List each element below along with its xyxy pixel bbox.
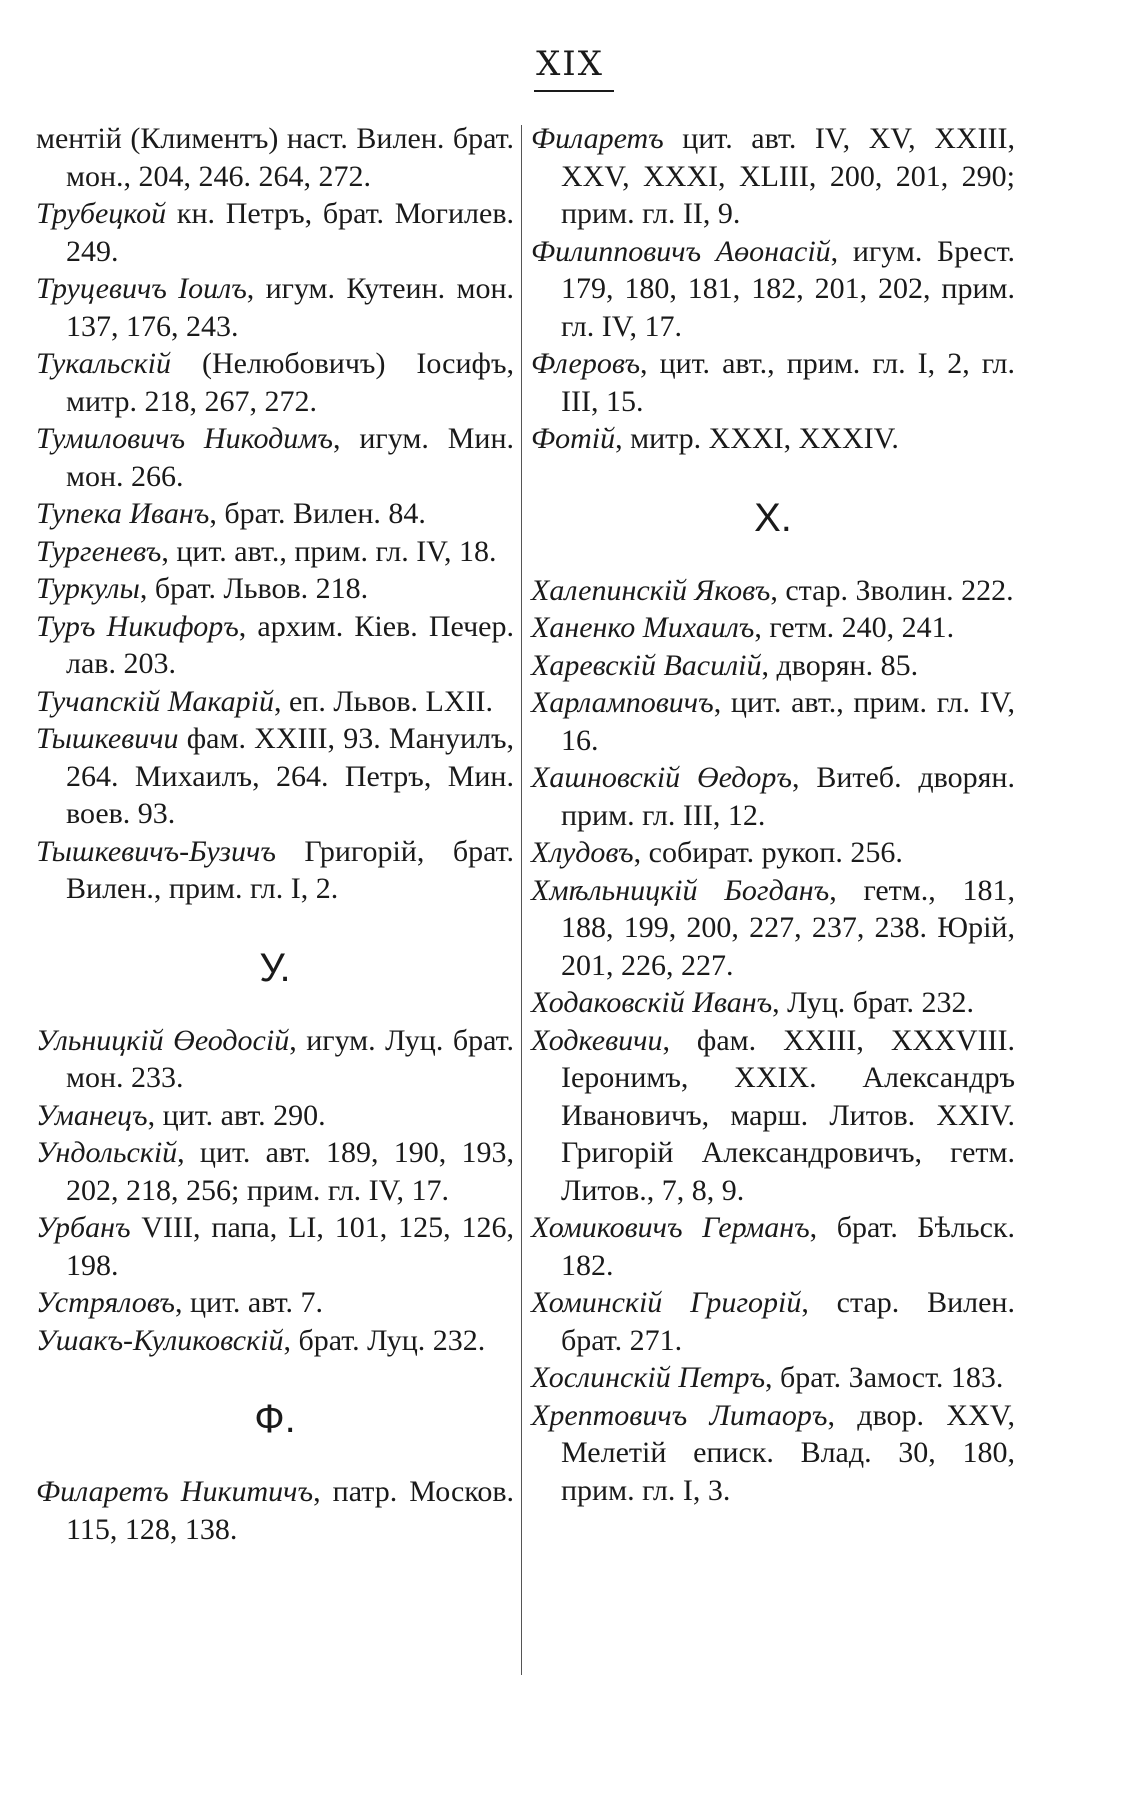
entry-text: , фам. XXIII, XXXVIII. Іеронимъ, XXIX. Александръ Ивановичъ, марш. Литов. XXIV. Григорій Александровичъ, гетм. Литов., 7, 8, 9. [561, 1023, 1015, 1207]
entry-text: ментій (Климентъ) наст. Вилен. брат. мон., 204, 246. 264, 272. [36, 122, 514, 193]
index-entry [36, 1473, 514, 1548]
entry-name: Устряловъ [36, 1286, 175, 1319]
entry-text: , брат. Луц. 232. [283, 1323, 486, 1357]
index-entry [36, 1322, 514, 1360]
index-entry [531, 1022, 1015, 1210]
index-entry [531, 1359, 1015, 1397]
entry-text: (Нелюбовичъ) Іосифъ, митр. 218, 267, 272. [66, 347, 514, 418]
column-divider [521, 125, 522, 1675]
index-entry [531, 420, 1015, 458]
index-entry [531, 1397, 1015, 1510]
entry-name: Труцевичъ Іоилъ [36, 272, 247, 305]
index-entry [531, 572, 1015, 610]
entry-text: , стар. Вилен. брат. 271. [561, 1286, 1015, 1357]
entry-name: Тучапскій Макарій [36, 684, 274, 718]
entry-text: , брат. Львов. 218. [139, 572, 369, 605]
entry-text: , цит. авт. 189, 190, 193, 202, 218, 256; прим. гл. IV, 17. [66, 1136, 514, 1207]
index-entry [36, 570, 514, 608]
index-entry [36, 195, 514, 270]
entry-text: , собират. рукоп. 256. [633, 836, 903, 869]
entry-text: , цит. авт. 7. [174, 1286, 324, 1319]
entry-name: Тумиловичъ Никодимъ [36, 422, 333, 455]
left-column [36, 120, 514, 1548]
entry-name: Харевскій Василій [531, 648, 762, 682]
index-entry [36, 420, 514, 495]
entry-text: , еп. Львов. LXII. [273, 684, 493, 718]
index-entry [36, 270, 514, 345]
right-column [531, 120, 1015, 1509]
entry-text: , игум. Мин. мон. 266. [66, 422, 514, 493]
entry-name: Ульницкій Өеодосій [36, 1023, 290, 1057]
entry-name: Трубецкой [36, 197, 167, 230]
entry-name: Ходаковскій Иванъ [531, 986, 773, 1019]
index-entry [36, 1134, 514, 1209]
index-entry [36, 345, 514, 420]
entry-name: Тупека Иванъ [36, 497, 210, 530]
entry-name: Уманецъ [36, 1098, 148, 1132]
entry-text: , брат. Замост. 183. [765, 1361, 1004, 1394]
entry-text: VIII, папа, LI, 101, 125, 126, 198. [66, 1211, 514, 1282]
entry-text: , патр. Москов. 115, 128, 138. [66, 1475, 514, 1546]
entry-name: Тышкевичъ-Бузичъ [36, 834, 276, 868]
entry-list-u [36, 1022, 514, 1360]
entry-name: Тышкевичи [36, 722, 179, 755]
entry-text: , игум. Брест. 179, 180, 181, 182, 201, 202, прим. гл. IV, 17. [561, 234, 1015, 343]
entry-text: фам. XXIII, 93. Мануилъ, 264. Михаилъ, 264. Петръ, Мин. воев. 93. [66, 722, 514, 830]
entry-name: Флеровъ [531, 347, 641, 380]
entry-name: Филаретъ [531, 122, 664, 155]
entry-list-h [531, 572, 1015, 1510]
index-entry [36, 1209, 514, 1284]
entry-name: Ходкевичи [531, 1023, 663, 1057]
entry-text: , цит. авт., прим. гл. IV, 18. [161, 534, 497, 568]
entry-name: Тургеневъ [36, 534, 162, 568]
entry-text: , игум. Луц. брат. мон. 233. [66, 1023, 514, 1094]
page-number-rule [534, 90, 614, 92]
entry-name: Туръ Никифоръ [36, 609, 239, 643]
entry-name: Халепинскій Яковъ [531, 573, 771, 607]
index-entry [36, 533, 514, 571]
section-heading-f: Ф. [254, 1397, 296, 1441]
entry-name: Урбанъ [36, 1211, 131, 1244]
index-entry [531, 872, 1015, 985]
entry-text: кн. Петръ, брат. Могилев. 249. [66, 197, 514, 268]
entry-name: Ундольскій [36, 1136, 178, 1169]
entry-name: Хмѣльницкій Богданъ [531, 873, 830, 907]
index-entry [531, 759, 1015, 834]
index-entry [36, 120, 514, 195]
entry-name: Тукальскій [36, 347, 171, 380]
entry-name: Хомиковичъ Германъ [531, 1211, 810, 1244]
index-entry [531, 233, 1015, 346]
entry-text: , цит. авт., прим. гл. I, 2, гл. III, 15. [561, 347, 1015, 418]
entry-text: , гетм. 240, 241. [754, 611, 955, 644]
entry-text: , Витеб. дворян. прим. гл. III, 12. [561, 761, 1015, 832]
index-entry [531, 834, 1015, 872]
entry-text: цит. авт. IV, XV, XXIII, XXV, XXXI, XLIII, 200, 201, 290; прим. гл. II, 9. [561, 122, 1015, 230]
entry-name: Филипповичъ Аөонасій [531, 234, 831, 268]
index-entry [36, 683, 514, 721]
entry-name: Хослинскій Петръ [531, 1361, 766, 1394]
index-entry [531, 647, 1015, 685]
index-entry [36, 1284, 514, 1322]
entry-name: Хрептовичъ Литаоръ [531, 1398, 828, 1432]
entry-text: , цит. авт. 290. [147, 1098, 326, 1132]
entry-list-f-cont [531, 120, 1015, 458]
entry-text: , брат. Бѣльск. 182. [561, 1211, 1015, 1282]
entry-text: , цит. авт., прим. гл. IV, 16. [561, 686, 1015, 757]
entry-name: Хоминскій Григорій [531, 1286, 802, 1319]
entry-name: Фотій [531, 422, 616, 455]
index-entry [531, 1209, 1015, 1284]
index-entry [36, 720, 514, 833]
index-entry [531, 609, 1015, 647]
entry-name: Хлудовъ [531, 836, 634, 869]
entry-name: Хашновскій Өедоръ [531, 761, 792, 794]
index-entry [531, 684, 1015, 759]
entry-list-f [36, 1473, 514, 1548]
page-number: XIX [536, 44, 604, 84]
entry-name: Туркулы [36, 572, 140, 605]
index-entry [531, 1284, 1015, 1359]
index-entry [531, 120, 1015, 233]
index-entry [36, 1022, 514, 1097]
section-heading-h: Х. [754, 495, 792, 540]
index-entry [36, 1097, 514, 1135]
index-entry [36, 608, 514, 683]
entry-name: Ушакъ-Куликовскій [36, 1323, 284, 1357]
entry-text: , игум. Кутеин. мон. 137, 176, 243. [66, 272, 514, 343]
entry-text: , Луц. брат. 232. [772, 986, 974, 1019]
entry-text: , дворян. 85. [761, 648, 919, 682]
entry-text: , стар. Зволин. 222. [770, 573, 1014, 607]
entry-text: Григорій, брат. Вилен., прим. гл. I, 2. [66, 834, 514, 905]
index-entry [531, 984, 1015, 1022]
entry-text: , гетм., 181, 188, 199, 200, 227, 237, 238. Юрій, 201, 226, 227. [561, 873, 1015, 982]
entry-text: , архим. Кіев. Печер. лав. 203. [66, 609, 514, 680]
entry-name: Ханенко Михаилъ [531, 611, 755, 644]
entry-list-t [36, 120, 514, 908]
entry-text: , митр. XXXI, XXXIV. [615, 422, 899, 455]
section-heading-u: У. [259, 945, 291, 990]
entry-name: Харламповичъ [531, 686, 714, 719]
entry-text: , брат. Вилен. 84. [209, 497, 426, 530]
entry-name: Филаретъ Никитичъ [36, 1475, 314, 1508]
index-entry [36, 833, 514, 908]
index-entry [531, 345, 1015, 420]
index-entry [36, 495, 514, 533]
entry-text: , двор. XXV, Мелетій епиcк. Влад. 30, 180, прим. гл. I, 3. [561, 1398, 1015, 1507]
